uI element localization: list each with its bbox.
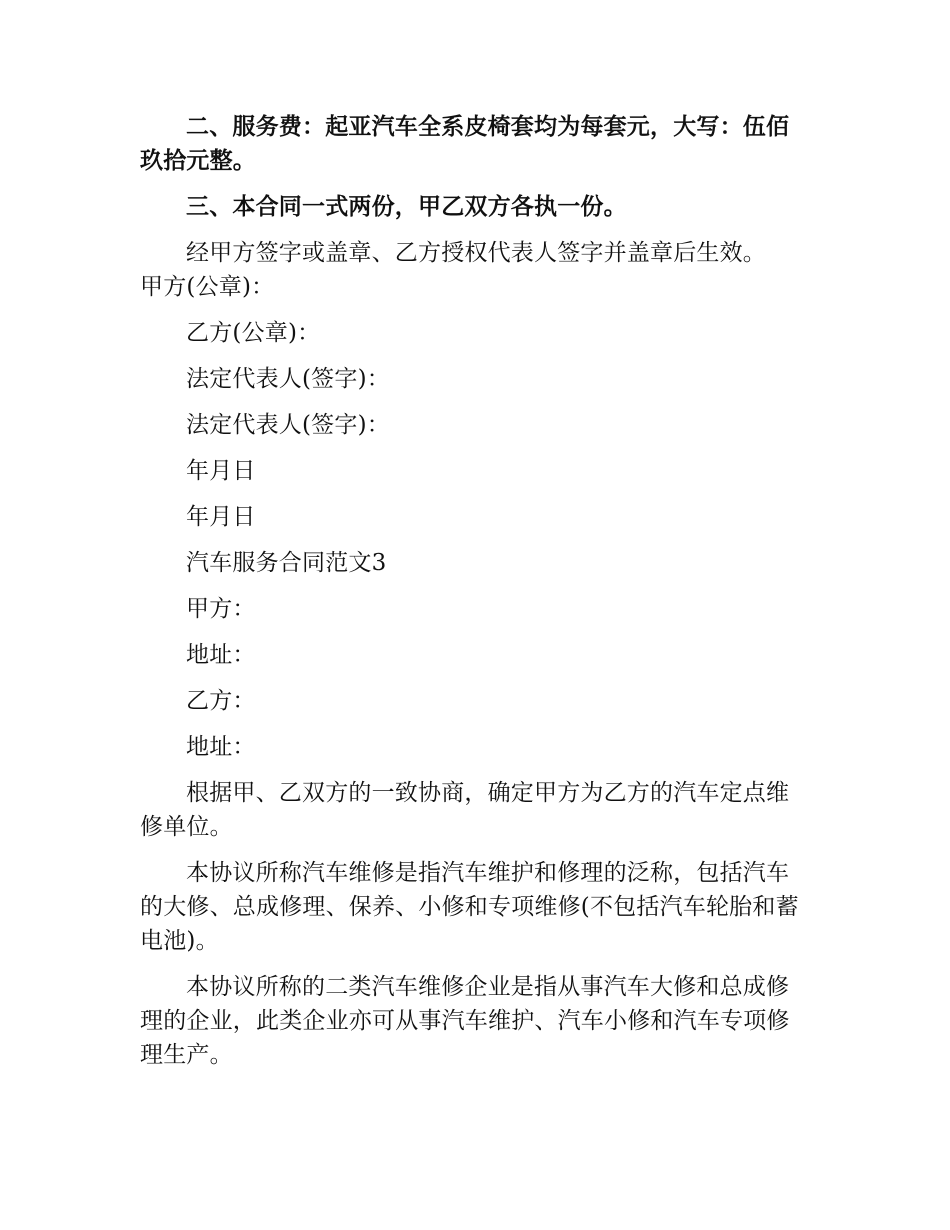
contract-copies-clause: 三、本合同一式两份，甲乙双方各执一份。	[186, 193, 627, 220]
service-fee-clause: 二、服务费：起亚汽车全系皮椅套均为每套元，大写：伍佰玖拾元整。	[140, 113, 790, 174]
date-line: 年月日	[186, 458, 256, 484]
party-b-line: 乙方：	[186, 688, 256, 714]
legal-representative-signature-line: 法定代表人(签字)：	[186, 412, 390, 438]
legal-representative-signature-line: 法定代表人(签字)：	[186, 366, 390, 392]
party-a-seal-line: 甲方(公章)：	[140, 274, 275, 300]
address-line: 地址：	[186, 734, 256, 760]
section-title: 汽车服务合同范文3	[186, 550, 387, 576]
date-line: 年月日	[186, 504, 256, 530]
party-b-seal-line: 乙方(公章)：	[186, 320, 321, 346]
party-a-line: 甲方：	[186, 596, 256, 622]
enterprise-definition-paragraph: 本协议所称的二类汽车维修企业是指从事汽车大修和总成修理的企业，此类企业亦可从事汽车维护、汽车小修和汽车专项修理生产。	[140, 974, 790, 1068]
agreement-paragraph: 根据甲、乙双方的一致协商，确定甲方为乙方的汽车定点维修单位。	[140, 780, 790, 840]
address-line: 地址：	[186, 642, 256, 668]
document-page	[140, 110, 810, 1084]
effectiveness-clause: 经甲方签字或盖章、乙方授权代表人签字并盖章后生效。	[186, 240, 766, 266]
maintenance-definition-paragraph: 本协议所称汽车维修是指汽车维护和修理的泛称，包括汽车的大修、总成修理、保养、小修和专项维修(不包括汽车轮胎和蓄电池)。	[140, 860, 799, 954]
